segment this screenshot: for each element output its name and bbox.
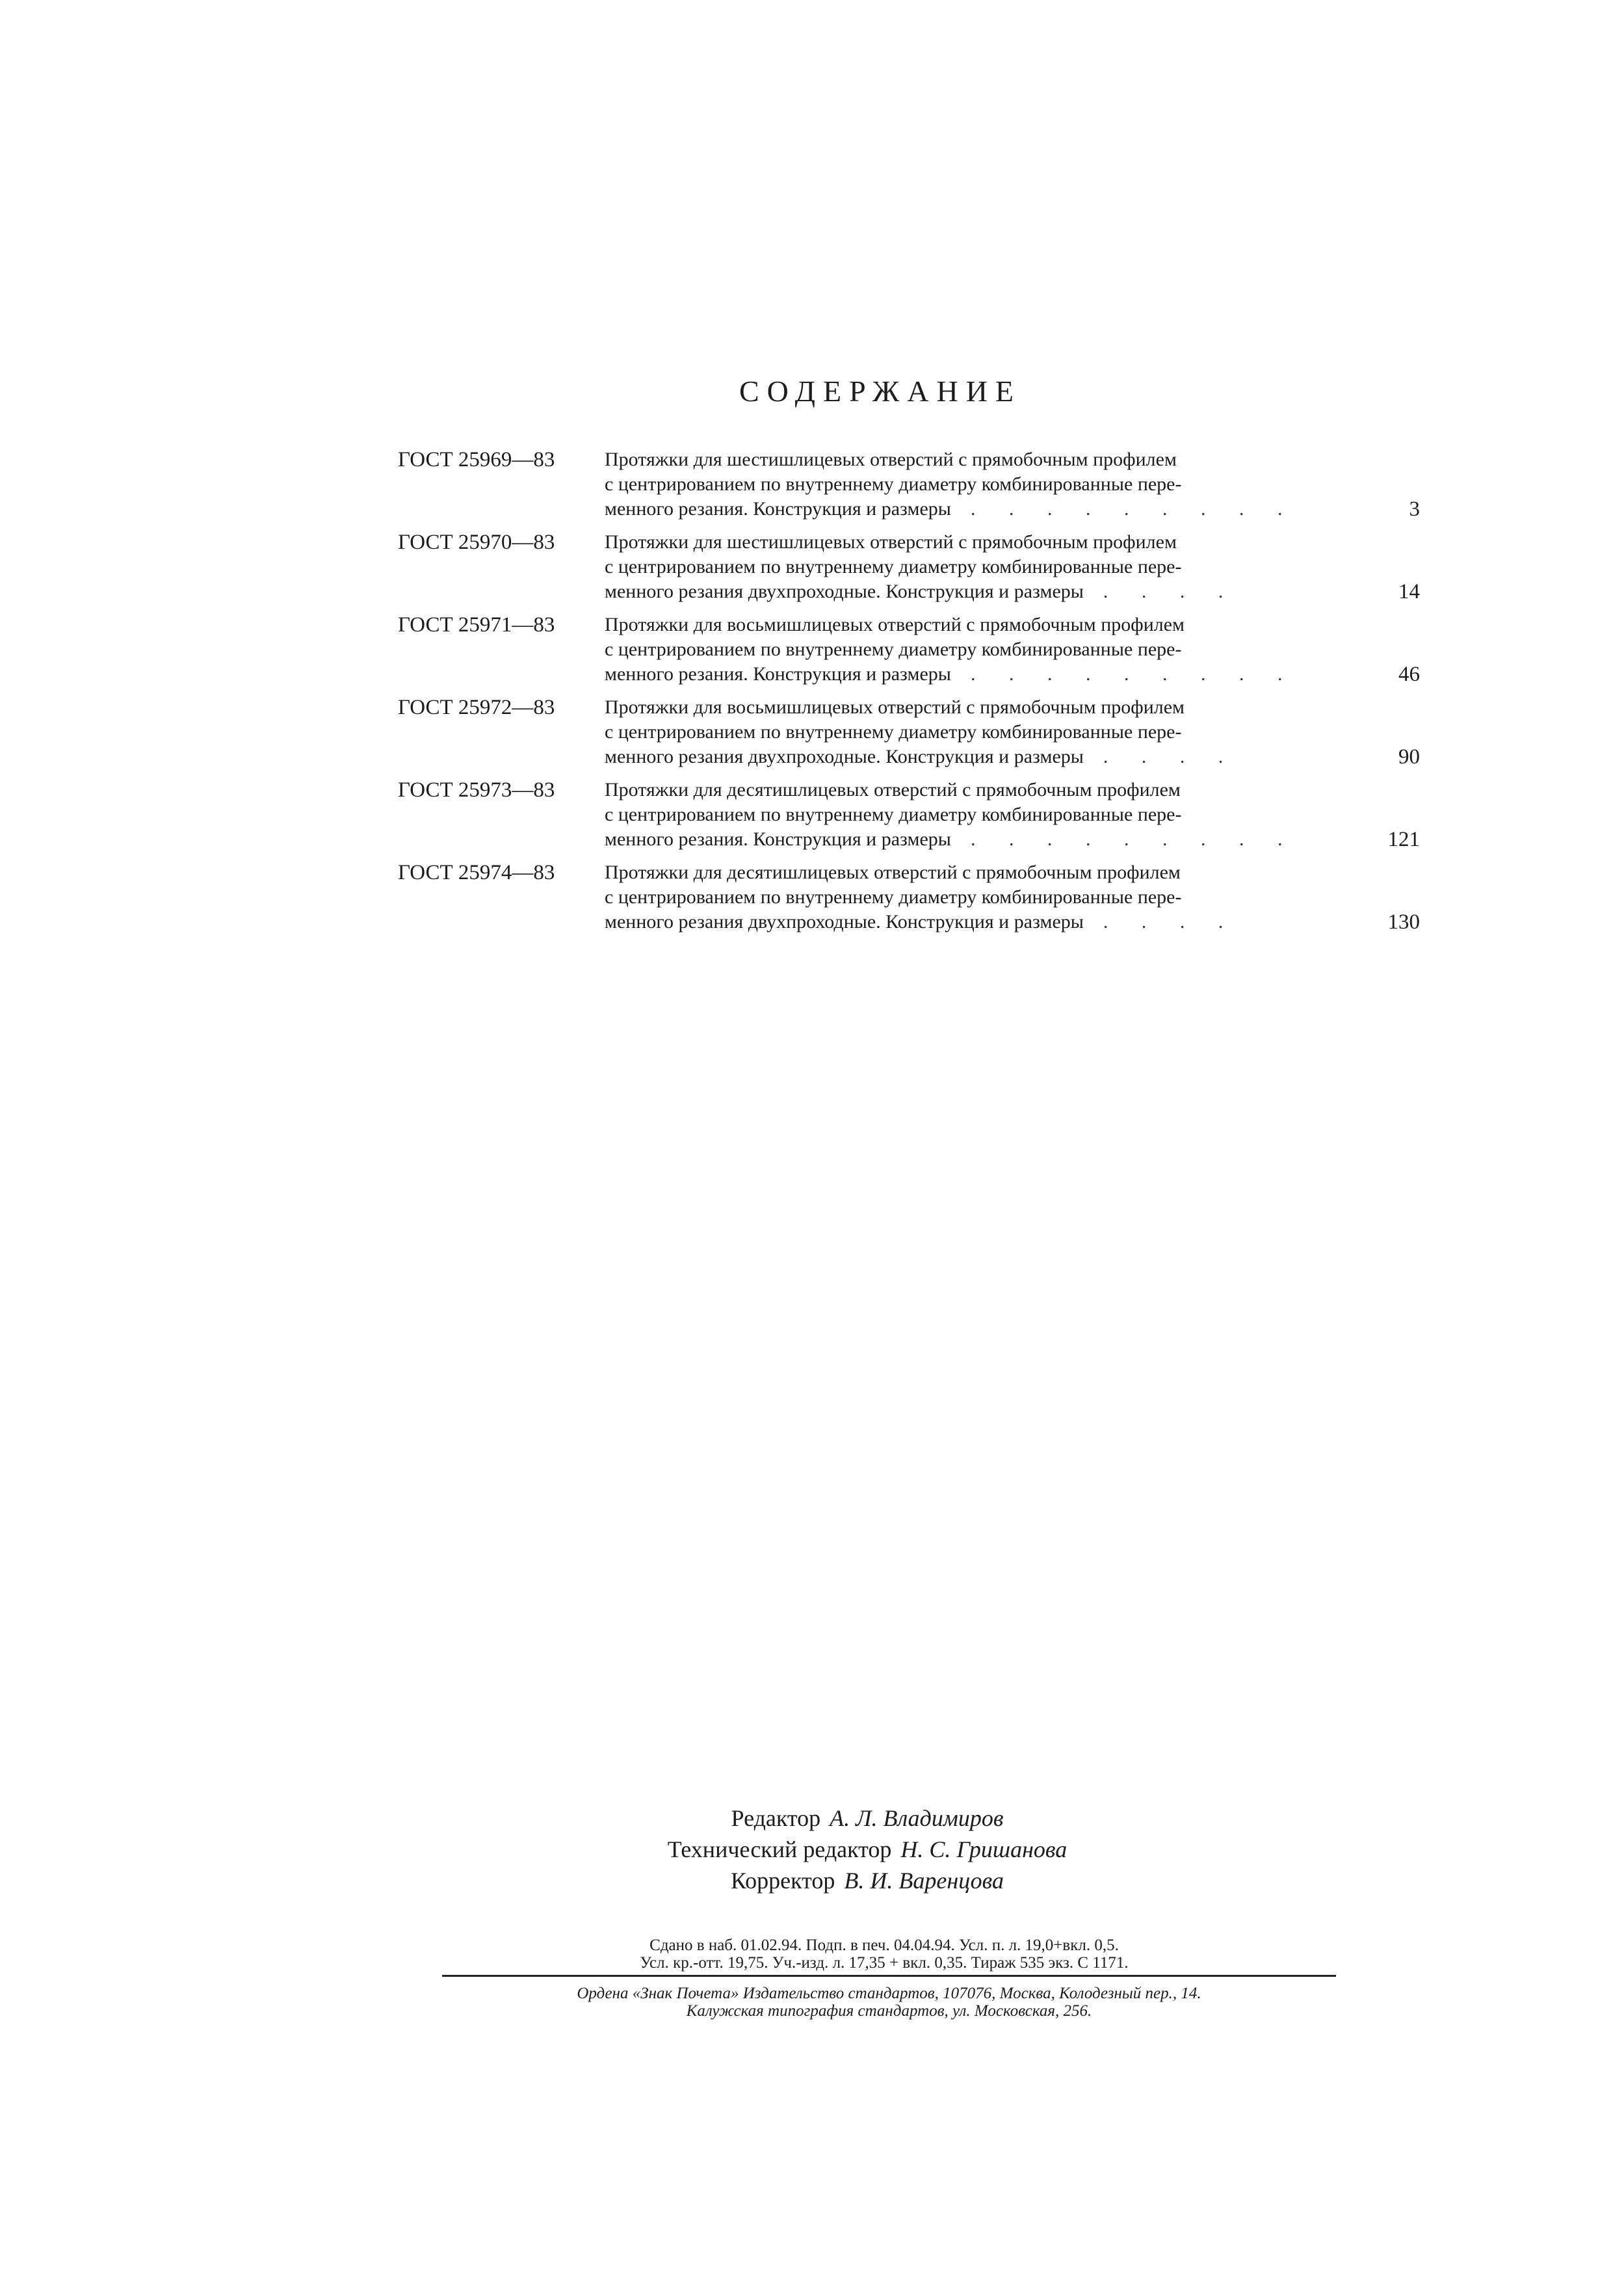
- toc-desc-line: с центрированием по внутреннему диаметру комбинированные пере-: [605, 886, 1182, 908]
- toc-standard-code: ГОСТ 25971—83: [398, 613, 555, 637]
- toc-standard-code: ГОСТ 25969—83: [398, 448, 555, 471]
- corrector-credit: [111, 1865, 1624, 1896]
- toc-description: [605, 613, 1336, 687]
- toc-desc-line: Протяжки для десятишлицевых отверстий с прямобочным профилем: [605, 779, 1181, 800]
- toc-leader-dots: . . . .: [1103, 911, 1238, 932]
- toc-description: [605, 695, 1336, 769]
- corrector-name: В. И. Варенцова: [844, 1868, 1004, 1894]
- toc-entry: [398, 530, 1477, 613]
- toc-desc-line: менного резания. Конструкция и размеры: [605, 498, 951, 520]
- toc-entry: [398, 695, 1477, 778]
- toc-desc-line: Протяжки для восьмишлицевых отверстий с прямобочным профилем: [605, 614, 1185, 635]
- tech-editor-name: Н. С. Гришанова: [900, 1836, 1067, 1862]
- toc-desc-line: менного резания двухпроходные. Конструкция и размеры: [605, 581, 1084, 602]
- toc-standard-code: ГОСТ 25974—83: [398, 861, 555, 884]
- imprint-line: Сдано в наб. 01.02.94. Подп. в печ. 04.04.94. Усл. п. л. 19,0+вкл. 0,5.: [649, 1937, 1119, 1954]
- toc-description: [605, 530, 1336, 604]
- imprint-line: Усл. кр.-отт. 19,75. Уч.-изд. л. 17,35 + вкл. 0,35. Тираж 535 экз. С 1171.: [640, 1954, 1129, 1972]
- printer-line: Калужская типография стандартов, ул. Московская, 256.: [686, 2002, 1092, 2020]
- toc-desc-line: с центрированием по внутреннему диаметру комбинированные пере-: [605, 639, 1182, 660]
- toc-entry: [398, 778, 1477, 860]
- toc-desc-line: с центрированием по внутреннему диаметру комбинированные пере-: [605, 721, 1182, 743]
- imprint-divider: [442, 1975, 1336, 1977]
- printer-line: Ордена «Знак Почета» Издательство стандартов, 107076, Москва, Колодезный пер., 14.: [577, 1985, 1201, 2002]
- toc-desc-line: Протяжки для шестишлицевых отверстий с прямобочным профилем: [605, 449, 1177, 470]
- toc-desc-line: менного резания двухпроходные. Конструкция и размеры: [605, 911, 1084, 932]
- toc-entry: [398, 447, 1477, 530]
- tech-editor-credit: [111, 1834, 1624, 1865]
- tech-editor-role: Технический редактор: [667, 1836, 892, 1862]
- toc-leader-dots: . . . . . . . . .: [970, 498, 1297, 520]
- toc-standard-code: ГОСТ 25970—83: [398, 531, 555, 554]
- toc-description: [605, 860, 1336, 934]
- toc-desc-line: с центрированием по внутреннему диаметру комбинированные пере-: [605, 556, 1182, 577]
- toc-desc-line: Протяжки для десятишлицевых отверстий с прямобочным профилем: [605, 862, 1181, 883]
- toc-leader-dots: . . . . . . . . .: [970, 828, 1297, 850]
- toc-page-number: 3: [1409, 497, 1420, 521]
- table-of-contents: [398, 447, 1477, 943]
- printer-info: [442, 1985, 1336, 2020]
- toc-page-number: 130: [1387, 910, 1420, 934]
- toc-standard-code: ГОСТ 25972—83: [398, 696, 555, 719]
- page-title: СОДЕРЖАНИЕ: [739, 375, 1022, 408]
- toc-desc-line: с центрированием по внутреннему диаметру комбинированные пере-: [605, 473, 1182, 495]
- toc-leader-dots: . . . . . . . . .: [970, 663, 1297, 685]
- editor-credit: [111, 1803, 1624, 1834]
- toc-desc-line: Протяжки для восьмишлицевых отверстий с прямобочным профилем: [605, 696, 1185, 718]
- toc-standard-code: ГОСТ 25973—83: [398, 778, 555, 802]
- toc-page-number: 46: [1398, 663, 1420, 686]
- editorial-credits: [0, 1803, 1624, 1896]
- toc-description: [605, 778, 1336, 852]
- print-imprint: [442, 1937, 1326, 1972]
- toc-description: [605, 447, 1336, 522]
- toc-entry: [398, 860, 1477, 943]
- corrector-role: Корректор: [730, 1868, 835, 1894]
- toc-page-number: 90: [1398, 745, 1420, 769]
- toc-page-number: 14: [1398, 580, 1420, 603]
- toc-desc-line: с центрированием по внутреннему диаметру комбинированные пере-: [605, 804, 1182, 825]
- toc-leader-dots: . . . .: [1103, 746, 1238, 767]
- editor-name: А. Л. Владимиров: [830, 1805, 1004, 1831]
- toc-desc-line: менного резания. Конструкция и размеры: [605, 828, 951, 850]
- toc-desc-line: менного резания. Конструкция и размеры: [605, 663, 951, 685]
- toc-desc-line: Протяжки для шестишлицевых отверстий с прямобочным профилем: [605, 531, 1177, 553]
- toc-leader-dots: . . . .: [1103, 581, 1238, 602]
- toc-entry: [398, 613, 1477, 695]
- toc-desc-line: менного резания двухпроходные. Конструкция и размеры: [605, 746, 1084, 767]
- toc-page-number: 121: [1387, 828, 1420, 851]
- editor-role: Редактор: [731, 1805, 821, 1831]
